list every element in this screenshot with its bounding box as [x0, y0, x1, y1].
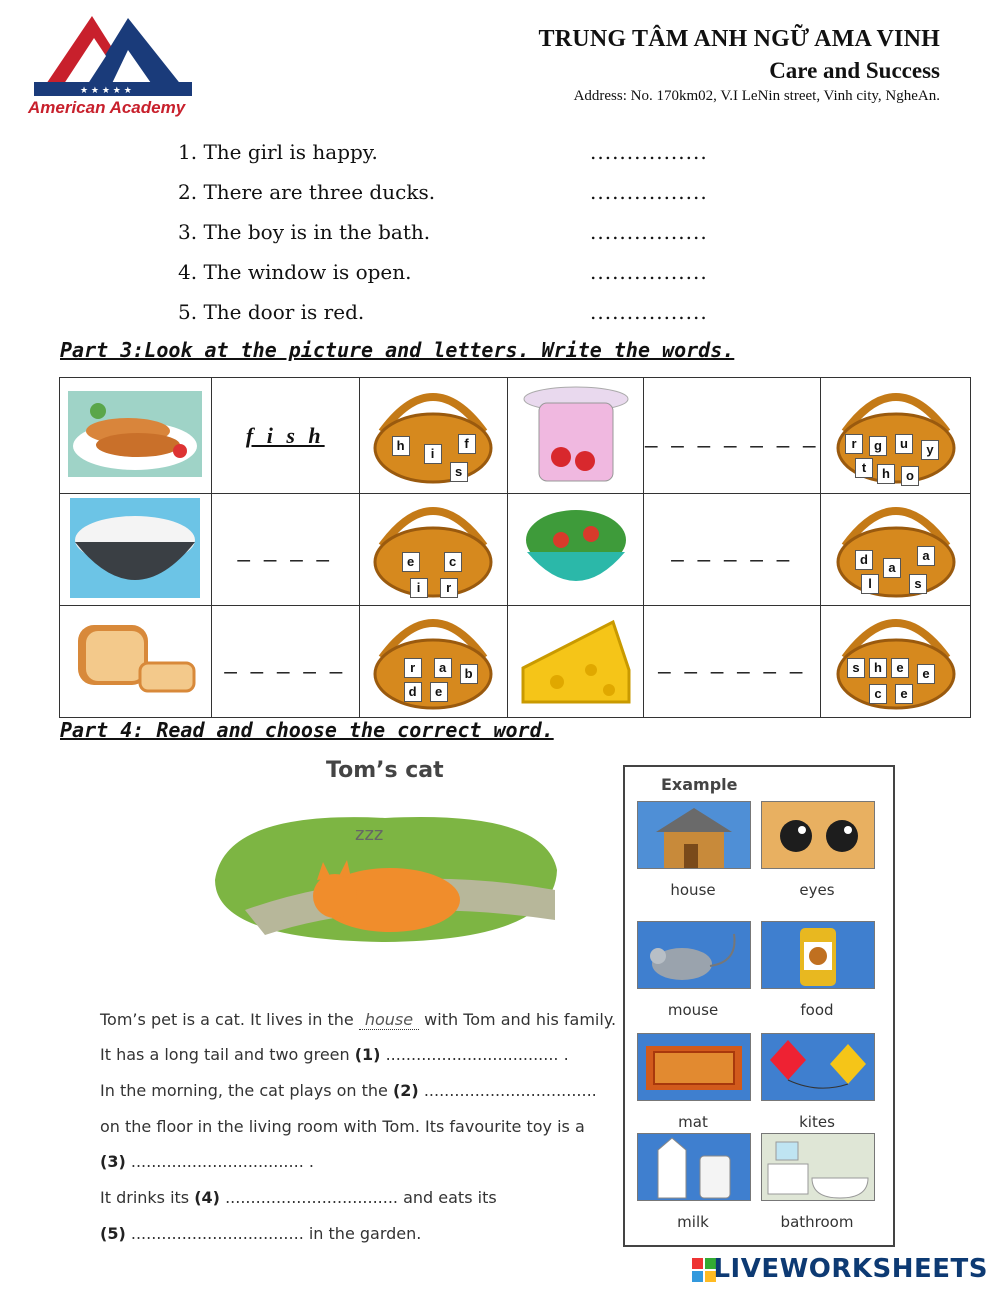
story-title: Tom’s cat: [326, 758, 444, 783]
basket-1: [359, 378, 507, 494]
word-blank-rice[interactable]: _ _ _ _: [237, 536, 333, 562]
letter-card: e: [895, 684, 913, 704]
basket-6: [821, 606, 971, 718]
svg-text:zzz: zzz: [355, 824, 384, 845]
center-name: TRUNG TÂM ANH NGỮ AMA VINH: [538, 26, 940, 52]
story-line-3: on the floor in the living room with Tom. Its favourite toy is a: [100, 1117, 585, 1136]
label-kites: kites: [799, 1113, 835, 1131]
story-line-5: It drinks its (4) .................................. and eats its: [100, 1188, 497, 1207]
label-mouse: mouse: [667, 1001, 719, 1019]
sentence-4: 4. The window is open.: [178, 260, 412, 284]
word-blank-salad[interactable]: _ _ _ _ _: [671, 536, 794, 562]
sentence-1: 1. The girl is happy.: [178, 140, 378, 164]
word-picture-panel: [623, 765, 895, 1247]
sentence-3: 3. The boy is in the bath.: [178, 220, 431, 244]
letter-card: d: [855, 550, 873, 570]
story-line-4: (3) .................................. .: [100, 1152, 314, 1171]
letter-card: i: [424, 444, 442, 464]
letter-card: h: [869, 658, 887, 678]
story-line-6: (5) .................................. in the garden.: [100, 1224, 422, 1243]
bread-picture: [60, 606, 212, 718]
letter-card: a: [434, 658, 452, 678]
sentence-5: 5. The door is red.: [178, 300, 365, 324]
word-blank-bread[interactable]: _ _ _ _ _: [224, 648, 347, 674]
house-picture: [637, 801, 751, 869]
letter-card: h: [392, 436, 410, 456]
label-house: house: [670, 881, 716, 899]
letter-card: c: [444, 552, 462, 572]
mouse-picture: [637, 921, 751, 989]
story-line-1: It has a long tail and two green (1) .................................. .: [100, 1045, 569, 1064]
eyes-picture: [761, 801, 875, 869]
letter-card: r: [845, 434, 863, 454]
address: Address: No. 170km02, V.I LeNin street, Vinh city, NgheAn.: [573, 88, 940, 104]
answer-blank-2[interactable]: ..................................: [418, 1081, 597, 1100]
word-blank-yoghurt[interactable]: _ _ _ _ _ _ _: [645, 422, 820, 448]
liveworksheets-icon: [692, 1258, 716, 1282]
letter-card: s: [909, 574, 927, 594]
letter-card: u: [895, 434, 913, 454]
answer-field-3[interactable]: ................: [590, 220, 708, 244]
story-line-0: Tom’s pet is a cat. It lives in the house with Tom and his family.: [100, 1010, 617, 1029]
answer-field-1[interactable]: ................: [590, 140, 708, 164]
letter-card: s: [450, 462, 468, 482]
part3-title: Part 3:Look at the picture and letters. Write the words.: [60, 338, 735, 362]
sentence-2: 2. There are three ducks.: [178, 180, 436, 204]
label-food: food: [800, 1001, 834, 1019]
label-mat: mat: [678, 1113, 708, 1131]
basket-4: [821, 494, 971, 606]
answer-blank-3[interactable]: .................................. .: [125, 1152, 314, 1171]
label-eyes: eyes: [799, 881, 835, 899]
label-milk: milk: [677, 1213, 709, 1231]
basket-5: [359, 606, 507, 718]
food-picture: [761, 921, 875, 989]
letter-card: o: [901, 466, 919, 486]
kites-picture: [761, 1033, 875, 1101]
fish-picture: [60, 378, 212, 494]
letter-card: a: [883, 558, 901, 578]
word-answer-fish: f i s h: [245, 422, 325, 448]
svg-text:★ ★ ★ ★ ★: ★ ★ ★ ★ ★: [80, 86, 132, 96]
mat-picture: [637, 1033, 751, 1101]
rice-picture: [60, 494, 212, 606]
basket-3: [359, 494, 507, 606]
word-blank-cheese[interactable]: _ _ _ _ _ _: [658, 648, 807, 674]
letter-card: i: [410, 578, 428, 598]
letter-card: e: [402, 552, 420, 572]
letter-card: e: [917, 664, 935, 684]
part4-title: Part 4: Read and choose the correct word.: [60, 718, 554, 742]
letter-card: s: [847, 658, 865, 678]
milk-picture: [637, 1133, 751, 1201]
letter-card: f: [458, 434, 476, 454]
cheese-picture: [507, 606, 644, 718]
letter-card: e: [430, 682, 448, 702]
answer-field-4[interactable]: ................: [590, 260, 708, 284]
example-answer: house: [359, 1010, 419, 1030]
liveworksheets-brand[interactable]: LIVEWORKSHEETS: [713, 1254, 988, 1284]
letter-card: b: [460, 664, 478, 684]
letter-card: r: [440, 578, 458, 598]
basket-2: [821, 378, 971, 494]
letter-card: g: [869, 436, 887, 456]
yoghurt-picture: [507, 378, 644, 494]
american-academy-logo: [20, 8, 198, 126]
letter-card: c: [869, 684, 887, 704]
story-line-2: In the morning, the cat plays on the (2) ..................................: [100, 1081, 597, 1100]
logo-text: American Academy: [28, 98, 186, 117]
answer-blank-1[interactable]: .................................. .: [380, 1045, 569, 1064]
letter-card: a: [917, 546, 935, 566]
slogan: Care and Success: [769, 58, 940, 83]
letter-card: d: [404, 682, 422, 702]
example-label: Example: [661, 775, 738, 794]
label-bathroom: bathroom: [780, 1213, 854, 1231]
answer-blank-5[interactable]: .................................. in the garden.: [125, 1224, 422, 1243]
sleeping-cat-illustration: [205, 800, 560, 948]
letter-card: l: [861, 574, 879, 594]
bathroom-picture: [761, 1133, 875, 1201]
answer-blank-4[interactable]: .................................. and eats its: [220, 1188, 497, 1207]
letter-card: t: [855, 458, 873, 478]
part3-table: [59, 377, 971, 718]
salad-picture: [507, 494, 644, 606]
letter-card: h: [877, 464, 895, 484]
answer-field-2[interactable]: ................: [590, 180, 708, 204]
letter-card: r: [404, 658, 422, 678]
answer-field-5[interactable]: ................: [590, 300, 708, 324]
letter-card: e: [891, 658, 909, 678]
letter-card: y: [921, 440, 939, 460]
